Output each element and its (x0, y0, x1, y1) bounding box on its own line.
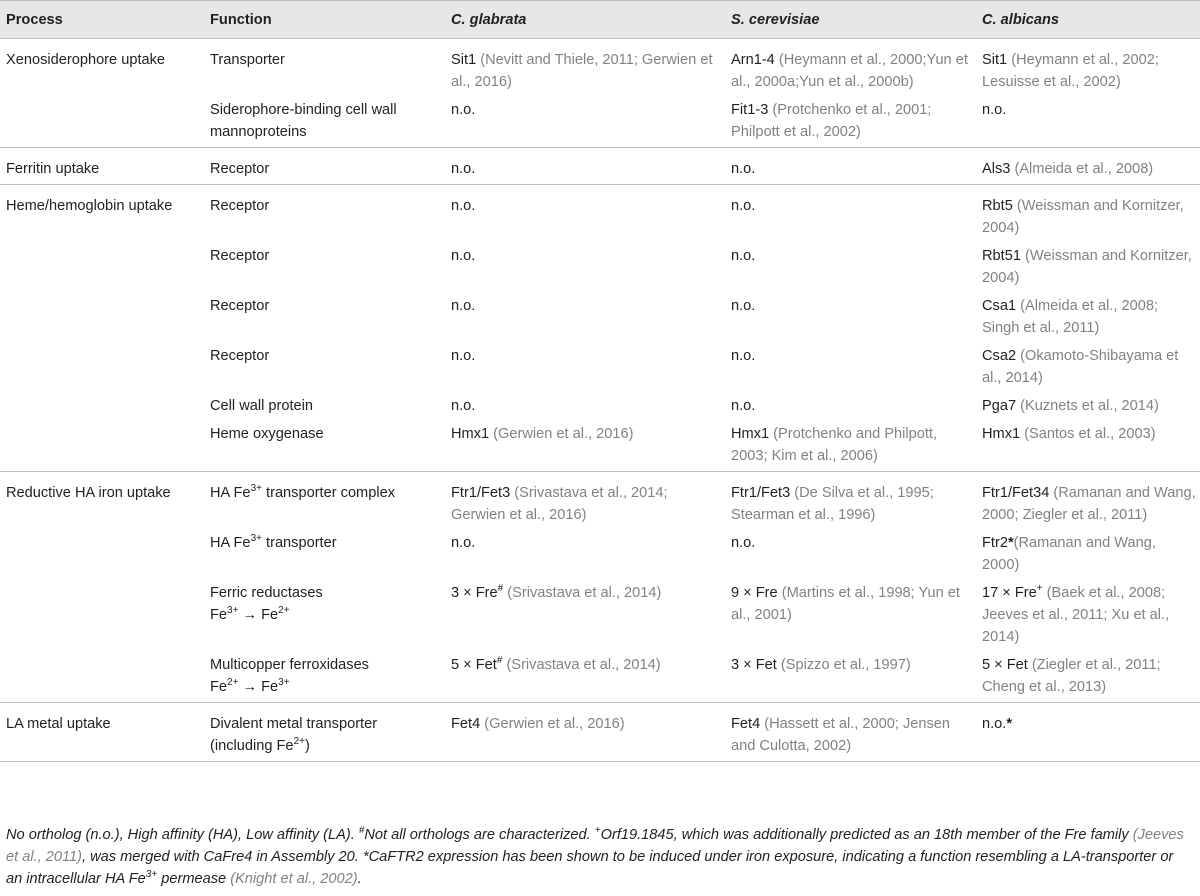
process-cell: Xenosiderophore uptake (6, 52, 166, 68)
gene-name: n.o. (731, 198, 756, 214)
table-row (0, 185, 1200, 243)
c-albicans-cell (976, 529, 1200, 579)
gene-name: Hmx1 (731, 426, 770, 442)
citation: (Nevitt and Thiele, 2011; Gerwien et al., 2016) (451, 52, 713, 90)
gene-name: n.o. (451, 248, 476, 264)
gene-name: 5 × Fet# (451, 655, 503, 673)
table-row (0, 420, 1200, 472)
citation: (Gerwien et al., 2016) (493, 426, 634, 442)
gene-name: 17 × Fre+ (982, 583, 1043, 601)
header-c-albicans: C. albicans (976, 1, 1200, 39)
gene-name: 3 × Fet (731, 657, 777, 673)
function-cell: Cell wall protein (210, 398, 314, 414)
gene-name: Hmx1 (451, 426, 490, 442)
process-cell: Reductive HA iron uptake (0, 472, 204, 530)
c-glabrata-cell (445, 651, 725, 703)
citation: (Hassett et al., 2000; Jensen and Culotta, 2002) (731, 716, 951, 754)
s-cerevisiae-cell (725, 242, 976, 292)
c-albicans-cell (976, 185, 1200, 243)
c-glabrata-cell (445, 579, 725, 651)
gene-name: n.o.* (982, 716, 1013, 732)
c-albicans-cell (976, 703, 1200, 762)
citation: (Kuznets et al., 2014) (1020, 398, 1159, 414)
function-cell: HA $Fe^{3+}$ transporter (210, 533, 337, 551)
process-cell (0, 420, 204, 472)
citation: (Almeida et al., 2008) (1014, 161, 1154, 177)
table-row (0, 148, 1200, 185)
s-cerevisiae-cell (725, 529, 976, 579)
citation: (Ramanan and Wang, 2000) (982, 535, 1156, 573)
s-cerevisiae-cell (725, 148, 976, 185)
c-glabrata-cell (445, 529, 725, 579)
s-cerevisiae-cell (725, 342, 976, 392)
c-albicans-cell (976, 148, 1200, 185)
gene-name: Csa2 (982, 348, 1017, 364)
c-albicans-cell (976, 392, 1200, 420)
gene-name: n.o. (731, 161, 756, 177)
c-albicans-cell (976, 342, 1200, 392)
process-cell: LA metal uptake (0, 703, 204, 762)
function-cell: Multicopper ferroxidases $Fe^{2+} \to Fe^{3+}$ (210, 657, 369, 695)
table-row (0, 292, 1200, 342)
header-function: Function (204, 1, 445, 39)
gene-name: n.o. (731, 298, 756, 314)
process-cell (0, 242, 204, 292)
s-cerevisiae-cell (725, 651, 976, 703)
function-cell: Receptor (210, 248, 270, 264)
process-cell (0, 651, 204, 703)
gene-name: n.o. (451, 102, 476, 118)
gene-name: Als3 (982, 161, 1011, 177)
c-glabrata-cell (445, 703, 725, 762)
citation: (Weissman and Kornitzer, 2004) (982, 198, 1184, 236)
function-cell: Siderophore-binding cell wall mannoproteins (210, 102, 397, 140)
c-albicans-cell (976, 579, 1200, 651)
gene-name: Ftr1/Fet3 (451, 485, 511, 501)
citation: (De Silva et al., 1995; Stearman et al., 1996) (731, 485, 934, 523)
s-cerevisiae-cell (725, 420, 976, 472)
s-cerevisiae-cell (725, 96, 976, 148)
c-glabrata-cell (445, 342, 725, 392)
function-cell: Ferric reductases $Fe^{3+} \to Fe^{2+}$ (210, 585, 323, 623)
c-albicans-cell (976, 96, 1200, 148)
process-cell (0, 342, 204, 392)
gene-name: n.o. (451, 298, 476, 314)
c-glabrata-cell (445, 96, 725, 148)
citation: (Ziegler et al., 2011; Cheng et al., 2013) (982, 657, 1161, 695)
table-row (0, 651, 1200, 703)
gene-name: Csa1 (982, 298, 1017, 314)
gene-name: Sit1 (982, 52, 1008, 68)
table-row (0, 579, 1200, 651)
c-glabrata-cell (445, 472, 725, 530)
table-header-row (0, 1, 1200, 39)
gene-name: Fet4 (451, 716, 481, 732)
gene-name: Rbt51 (982, 248, 1021, 264)
function-cell: Receptor (210, 348, 270, 364)
s-cerevisiae-cell (725, 703, 976, 762)
citation: (Protchenko and Philpott, 2003; Kim et al., 2006) (731, 426, 938, 464)
gene-name: n.o. (731, 248, 756, 264)
table-row (0, 392, 1200, 420)
table-row (0, 529, 1200, 579)
c-glabrata-cell (445, 292, 725, 342)
table-row (0, 39, 1200, 97)
gene-name: n.o. (982, 102, 1007, 118)
c-albicans-cell (976, 420, 1200, 472)
citation: (Protchenko et al., 2001; Philpott et al., 2002) (731, 102, 932, 140)
citation: (Heymann et al., 2000;Yun et al., 2000a;Yun et al., 2000b) (731, 52, 968, 90)
gene-name: 3 × Fre# (451, 583, 504, 601)
gene-name: n.o. (451, 198, 476, 214)
process-cell (0, 579, 204, 651)
table-row (0, 342, 1200, 392)
citation: (Weissman and Kornitzer, 2004) (982, 248, 1192, 286)
process-cell (0, 529, 204, 579)
c-glabrata-cell (445, 39, 725, 97)
c-albicans-cell (976, 39, 1200, 97)
c-albicans-cell (976, 472, 1200, 530)
function-cell: Transporter (210, 52, 285, 68)
function-cell: Receptor (210, 298, 270, 314)
citation: (Srivastava et al., 2014; Gerwien et al., 2016) (451, 485, 668, 523)
process-cell: Heme/hemoglobin uptake (0, 185, 204, 243)
function-cell: HA $Fe^{3+}$ transporter complex (204, 472, 445, 530)
citation: (Spizzo et al., 1997) (780, 657, 911, 673)
table-footnote: No ortholog (n.o.), High affinity (HA), Low affinity (LA). #Not all orthologs are characterized. +Orf19.1845, which was additionally predicted as an 18th member of the Fre family (Jeeves et al., 2011), was merged with CaFre4 in Assembly 20. *CaFTR2 expression has been shown to be induced under iron exposure, indicating a function resembling a LA-transporter or an intracellular HA $Fe^{3+}$ permease (Knight et al., 2002). (6, 825, 1184, 887)
gene-name: Fet4 (731, 716, 761, 732)
c-glabrata-cell (445, 392, 725, 420)
process-cell (0, 292, 204, 342)
s-cerevisiae-cell (725, 185, 976, 243)
s-cerevisiae-cell (725, 39, 976, 97)
process-cell: Ferritin uptake (0, 148, 204, 185)
gene-name: n.o. (451, 348, 476, 364)
citation: (Gerwien et al., 2016) (484, 716, 625, 732)
citation: (Martins et al., 1998; Yun et al., 2001) (731, 585, 960, 623)
gene-name: n.o. (731, 348, 756, 364)
gene-name: Arn1-4 (731, 52, 775, 68)
process-cell (0, 96, 204, 148)
c-albicans-cell (976, 292, 1200, 342)
s-cerevisiae-cell (725, 579, 976, 651)
gene-name: 5 × Fet (982, 657, 1028, 673)
citation: (Ramanan and Wang, 2000; Ziegler et al., 2011) (982, 485, 1196, 523)
process-cell (0, 392, 204, 420)
citation: (Okamoto-Shibayama et al., 2014) (982, 348, 1179, 386)
gene-name: n.o. (731, 535, 756, 551)
c-albicans-cell (976, 242, 1200, 292)
s-cerevisiae-cell (725, 472, 976, 530)
gene-name: Rbt5 (982, 198, 1013, 214)
c-glabrata-cell (445, 242, 725, 292)
header-s-cerevisiae: S. cerevisiae (725, 1, 976, 39)
gene-name: n.o. (451, 398, 476, 414)
citation: (Heymann et al., 2002; Lesuisse et al., 2002) (982, 52, 1159, 90)
table-row (0, 242, 1200, 292)
gene-name: Ftr1/Fet3 (731, 485, 791, 501)
gene-name: n.o. (451, 535, 476, 551)
s-cerevisiae-cell (725, 392, 976, 420)
citation: (Srivastava et al., 2014) (506, 657, 661, 673)
c-glabrata-cell (445, 185, 725, 243)
function-cell: Receptor (204, 185, 445, 243)
header-c-glabrata: C. glabrata (445, 1, 725, 39)
c-glabrata-cell (445, 148, 725, 185)
citation: (Almeida et al., 2008; Singh et al., 2011) (982, 298, 1159, 336)
table-row (0, 703, 1200, 762)
gene-name: Hmx1 (982, 426, 1021, 442)
gene-name: Ftr1/Fet34 (982, 485, 1050, 501)
citation: (Santos et al., 2003) (1024, 426, 1156, 442)
table-row (0, 472, 1200, 530)
gene-name: Pga7 (982, 398, 1017, 414)
gene-name: n.o. (731, 398, 756, 414)
s-cerevisiae-cell (725, 292, 976, 342)
table-row (0, 96, 1200, 148)
gene-name: Ftr2* (982, 535, 1014, 551)
function-cell: Receptor (204, 148, 445, 185)
gene-name: 9 × Fre (731, 585, 778, 601)
gene-name: n.o. (451, 161, 476, 177)
function-cell: Heme oxygenase (210, 426, 324, 442)
c-albicans-cell (976, 651, 1200, 703)
header-process: Process (0, 1, 204, 39)
gene-name: Fit1-3 (731, 102, 769, 118)
c-glabrata-cell (445, 420, 725, 472)
function-cell: Divalent metal transporter (including $Fe^{2+}$) (204, 703, 445, 762)
gene-name: Sit1 (451, 52, 477, 68)
citation: (Srivastava et al., 2014) (507, 585, 662, 601)
citation: (Baek et al., 2008; Jeeves et al., 2011; Xu et al., 2014) (982, 585, 1170, 645)
